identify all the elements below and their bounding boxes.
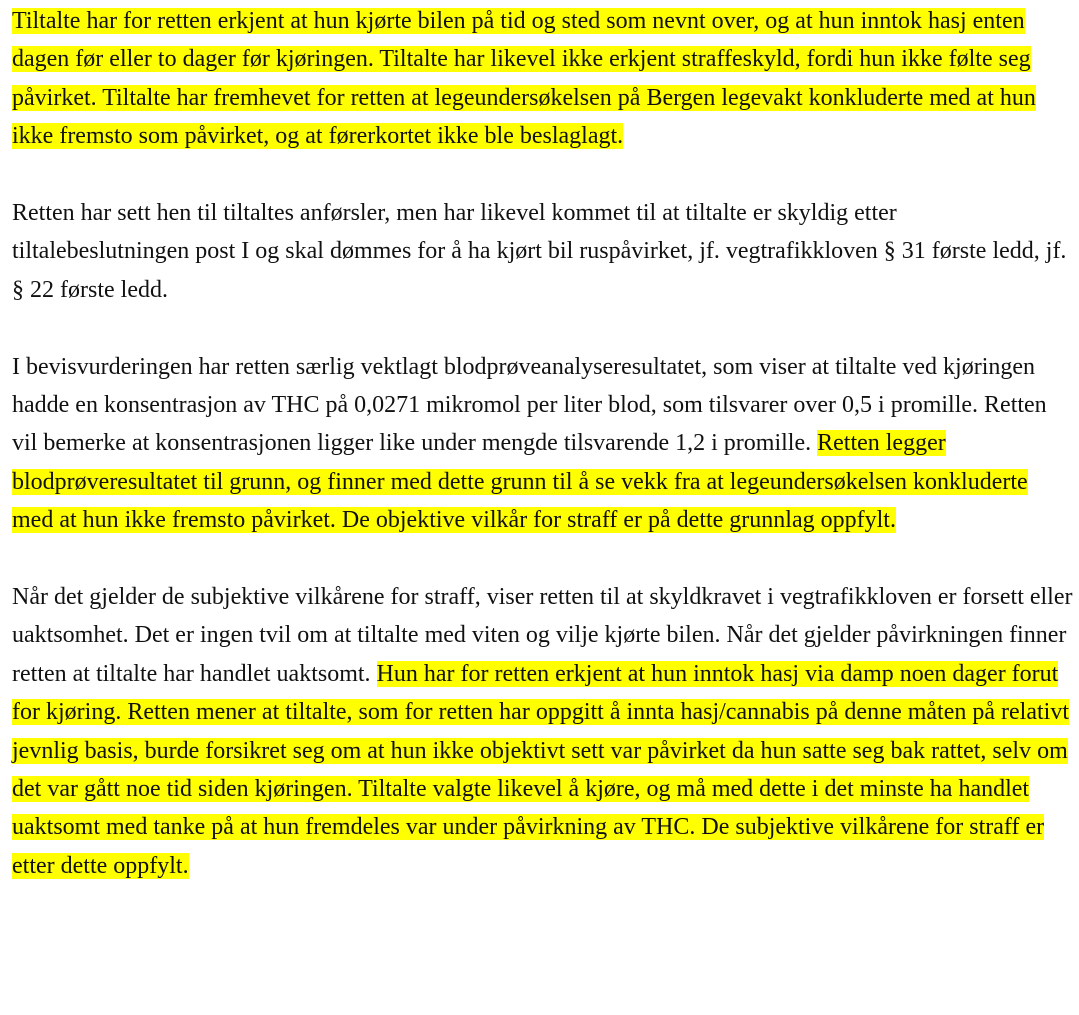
highlighted-text: Hun har for retten erkjent at hun inntok hasj via damp noen dager forut for kjøring. Retten mener at tiltalte, som for retten har oppgitt å innta hasj/cannabis på denne måten på relativt jevnlig basis, burde forsikret seg om at hun ikke objektivt sett var påvirket da hun satte seg bak rattet, selv om det var gått noe tid siden kjøringen. Tiltalte valgte likevel å kjøre, og må med dette i det minste ha handlet uaktsomt med tanke på at hun fremdeles var under påvirkning av THC. De subjektive vilkårene for straff er etter dette oppfylt. [12,660,1069,879]
paragraph-text: Retten har sett hen til tiltaltes anførsler, men har likevel kommet til at tiltalte er skyldig etter tiltalebeslutningen post I og skal dømmes for å ha kjørt bil ruspåvirket, jf. vegtrafikkloven § 31 første ledd, jf. § 22 første ledd. [12,200,1067,303]
highlighted-text: Retten legger blodprøveresultatet til grunn, og finner med dette grunn til å se vekk fra at legeundersøkelsen konkluderte med at hun ikke fremsto påvirket. De objektive vilkår for straff er på dette grunnlag oppfylt. [12,430,1028,534]
paragraph-text: I bevisvurderingen har retten særlig vektlagt blodprøveanalyseresultatet, som viser at tiltalte ved kjøringen hadde en konsentrasjon av THC på 0,0271 mikromol per liter blod, som tilsvarer over 0,5 i promille. Retten vil bemerke at konsentrasjonen ligger like under mengde tilsvarende 1,2 i promille. [12,353,1047,457]
paragraph-2 [12,194,1074,309]
paragraph-3 [12,348,1074,540]
highlighted-text: Tiltalte har for retten erkjent at hun kjørte bilen på tid og sted som nevnt over, og at hun inntok hasj enten dagen før eller to dager før kjøringen. Tiltalte har likevel ikke erkjent straffeskyld, fordi hun ikke følte seg påvirket. Tiltalte har fremhevet for retten at legeundersøkelsen på Bergen legevakt konkluderte med at hun ikke fremsto som påvirket, og at førerkortet ikke ble beslaglagt. [12,8,1036,150]
paragraph-4 [12,578,1074,885]
paragraph-text: Når det gjelder de subjektive vilkårene for straff, viser retten til at skyldkravet i vegtrafikkloven er forsett eller uaktsomhet. Det er ingen tvil om at tiltalte med viten og vilje kjørte bilen. Når det gjelder påvirkningen finner retten at tiltalte har handlet uaktsomt. [12,584,1073,687]
paragraph-1 [12,2,1074,156]
document-body [12,2,1074,924]
